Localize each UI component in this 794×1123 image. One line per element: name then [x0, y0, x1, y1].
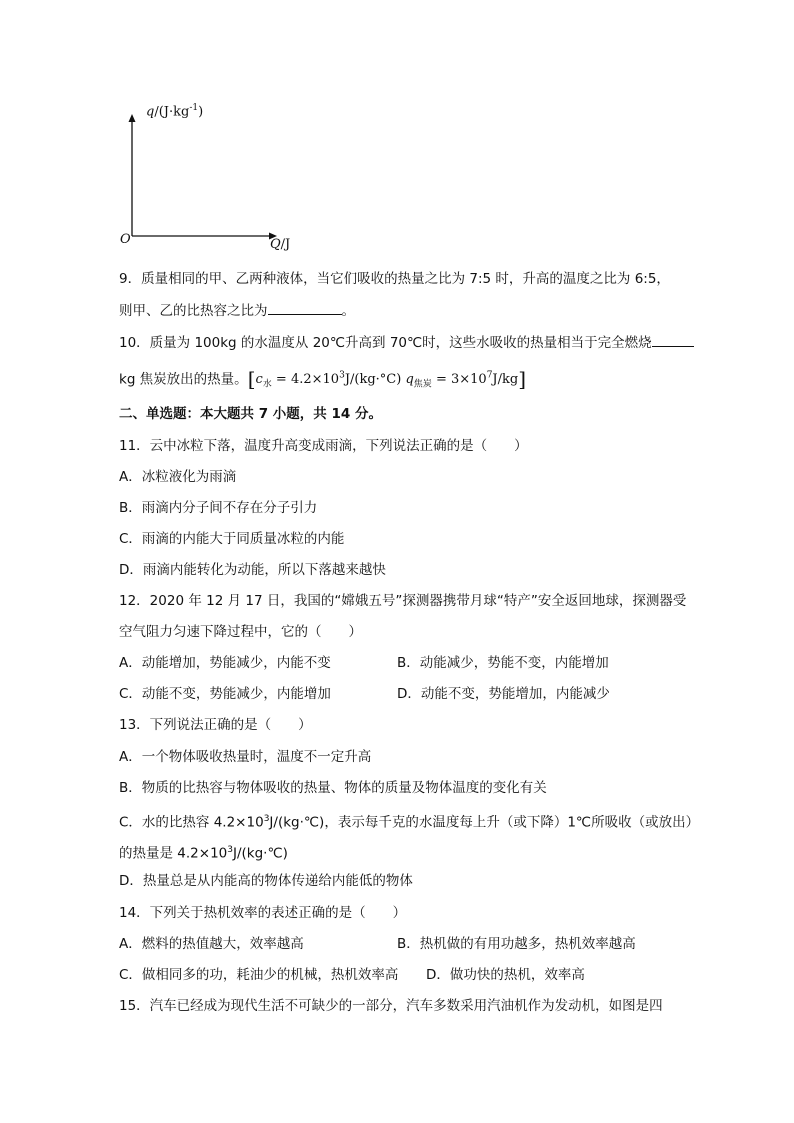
q14-option-c[interactable]: C．做相同多的功，耗油少的机械，热机效率高: [119, 967, 399, 983]
q12-option-a[interactable]: A．动能增加，势能减少，内能不变: [119, 655, 331, 671]
q11-option-a[interactable]: A．冰粒液化为雨滴: [119, 469, 237, 485]
formula-c-val: = 4.2×10: [271, 372, 340, 388]
q12-stem2: 空气阻力匀速下降过程中，它的（ ）: [119, 624, 362, 640]
y-axis-label: [146, 103, 203, 119]
q12-option-b[interactable]: B．动能减少，势能不变，内能增加: [397, 655, 609, 671]
formula-c-exp: 3: [339, 371, 345, 381]
q13-option-c-line2[interactable]: [119, 840, 288, 864]
bracket-close: ]: [518, 367, 527, 392]
q13-option-b[interactable]: B．物质的比热容与物体吸收的热量、物体的质量及物体温度的变化有关: [119, 780, 547, 796]
formula-q-sub: 焦炭: [413, 379, 432, 390]
q13-c1-pre: C．水的比热容 4.2×10: [119, 814, 264, 831]
q12-stem1: 12．2020 年 12 月 17 日，我国的“嫦娥五号”探测器携带月球“特产”安全返回地球，探测器受: [119, 593, 687, 609]
formula-q-unit: J/kg: [492, 372, 519, 388]
q13-c1-exp: 3: [263, 814, 270, 824]
y-axis-unit: /(J·kg: [154, 104, 190, 120]
q-vs-Q-graph: [110, 100, 310, 260]
x-axis-unit: /J: [280, 237, 291, 252]
formula-q: q: [405, 372, 414, 388]
formula-q-val: = 3×10: [431, 372, 487, 388]
q13-option-c-line1[interactable]: [119, 809, 699, 833]
y-axis-exp: -1: [189, 103, 199, 113]
q9-line2-post: 。: [341, 303, 355, 319]
q13-c2-exp: 3: [227, 845, 233, 855]
q12-option-d[interactable]: D．动能不变，势能增加，内能减少: [397, 686, 610, 702]
section2-heading: 二、单选题：本大题共 7 小题，共 14 分。: [119, 406, 382, 422]
y-axis-var: q: [146, 104, 155, 120]
q13-c1-post: J/(kg·℃)，表示每千克的水温度每上升（或下降）1℃所吸收（或放出）: [269, 814, 700, 831]
q10-formula: [247, 367, 527, 392]
formula-q-exp: 7: [486, 371, 493, 381]
q15-stem1: 15．汽车已经成为现代生活不可缺少的一部分，汽车多数采用汽油机作为发动机，如图是四: [119, 998, 663, 1014]
x-axis-label: [270, 237, 290, 252]
q9-line2-pre: 则甲、乙的比热容之比为: [119, 303, 268, 319]
q9-line2: [119, 300, 355, 321]
q12-option-c[interactable]: C．动能不变，势能减少，内能增加: [119, 686, 331, 702]
q10-answer-blank[interactable]: [652, 332, 694, 347]
q10-line1: [119, 332, 694, 353]
q13-stem: 13．下列说法正确的是（ ）: [119, 717, 312, 733]
q13-c2-post: J/(kg·℃): [233, 845, 288, 862]
q11-option-b[interactable]: B．雨滴内分子间不存在分子引力: [119, 500, 318, 516]
q11-option-d[interactable]: D．雨滴内能转化为动能，所以下落越来越快: [119, 562, 386, 578]
formula-c-sub: 水: [262, 379, 272, 390]
q9-line1: 9．质量相同的甲、乙两种液体，当它们吸收的热量之比为 7:5 时，升高的温度之比为 6:5，: [119, 271, 670, 287]
q14-option-a[interactable]: A．燃料的热值越大，效率越高: [119, 936, 304, 952]
q10-line1-pre: 10．质量为 100kg 的水温度从 20℃升高到 70℃时，这些水吸收的热量相当于完全燃烧: [119, 335, 652, 351]
y-axis-close: ): [198, 104, 204, 120]
bracket-open: [: [247, 367, 256, 392]
formula-c-unit: J/(kg·°C): [344, 372, 402, 388]
x-axis-var: Q: [270, 237, 281, 252]
formula-c: c: [255, 372, 263, 388]
q10-line2: [119, 366, 526, 395]
q14-option-b[interactable]: B．热机做的有用功越多，热机效率越高: [397, 936, 636, 952]
q13-option-d[interactable]: D．热量总是从内能高的物体传递给内能低的物体: [119, 873, 413, 889]
q11-option-c[interactable]: C．雨滴的内能大于同质量冰粒的内能: [119, 531, 345, 547]
q10-line2-pre: kg 焦炭放出的热量。: [119, 371, 248, 388]
q14-stem: 14．下列关于热机效率的表述正确的是（ ）: [119, 905, 407, 921]
origin-label: O: [120, 232, 131, 247]
q13-option-a[interactable]: A．一个物体吸收热量时，温度不一定升高: [119, 749, 372, 765]
y-axis-arrow: [129, 114, 136, 122]
q11-stem: 11．云中冰粒下落，温度升高变成雨滴，下列说法正确的是（ ）: [119, 438, 528, 454]
q14-option-d[interactable]: D．做功快的热机，效率高: [426, 967, 585, 983]
q9-answer-blank[interactable]: [268, 300, 342, 315]
q13-c2-pre: 的热量是 4.2×10: [119, 845, 228, 862]
